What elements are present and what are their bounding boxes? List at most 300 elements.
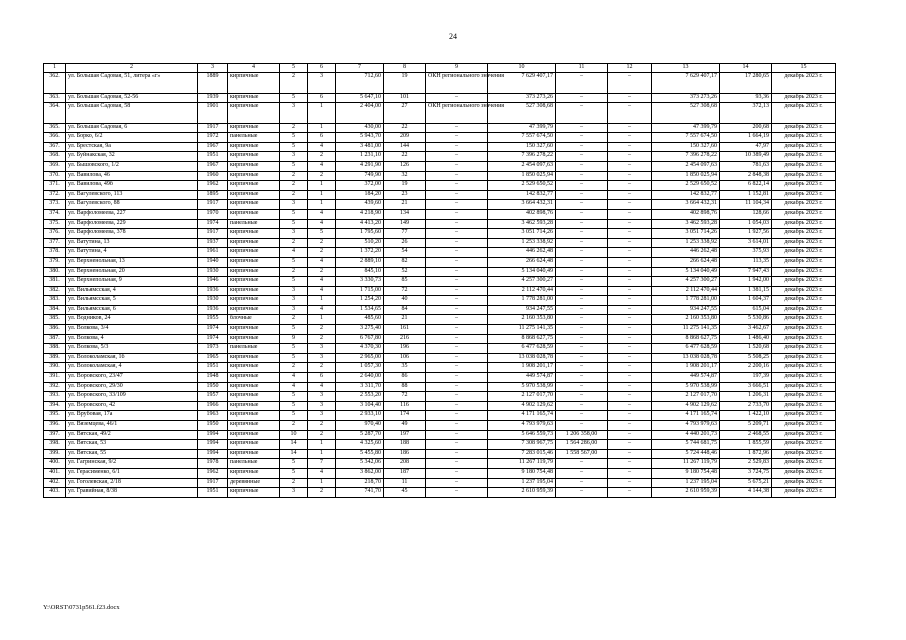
heritage-status-cell: –: [426, 430, 488, 440]
header-row: [44, 64, 836, 73]
cost-column-13-cell: 47 399,79: [652, 123, 720, 133]
year-built-cell: 1962: [198, 181, 228, 191]
table-row: [44, 161, 836, 171]
heritage-status-cell: –: [426, 382, 488, 392]
address-cell: ул. Буйнакская, 32: [66, 152, 198, 162]
cost-column-11-cell: –: [556, 190, 608, 200]
cost-column-12-cell: –: [608, 142, 652, 152]
floors-cell: 5: [280, 257, 308, 267]
row-number-cell: 390.: [44, 363, 66, 373]
cost-column-13-cell: 11 267 119,79: [652, 459, 720, 469]
year-built-cell: 1946: [198, 277, 228, 287]
floors-cell: 5: [280, 468, 308, 478]
address-cell: ул. Волоколамская, 4: [66, 363, 198, 373]
area-cell: 5 342,06: [336, 459, 384, 469]
address-cell: ул. Большая Садовая, 51, литера «г»: [66, 73, 198, 94]
year-built-cell: 1994: [198, 430, 228, 440]
area-cell: 3 481,00: [336, 142, 384, 152]
entrances-cell: 3: [308, 392, 336, 402]
cost-column-14-cell: 93,36: [720, 93, 772, 103]
cost-column-12-cell: –: [608, 449, 652, 459]
total-cost-cell: 373 273,26: [488, 93, 556, 103]
completion-date-cell: декабрь 2023 г.: [772, 161, 836, 171]
residents-cell: 32: [384, 171, 426, 181]
wall-material-cell: кирпичные: [228, 382, 280, 392]
cost-column-14-cell: 1 927,56: [720, 229, 772, 239]
year-built-cell: 1917: [198, 200, 228, 210]
cost-column-11-cell: –: [556, 401, 608, 411]
cost-column-12-cell: –: [608, 123, 652, 133]
cost-column-14-cell: 6 822,14: [720, 181, 772, 191]
floors-cell: 5: [280, 133, 308, 143]
completion-date-cell: декабрь 2023 г.: [772, 152, 836, 162]
year-built-cell: 1930: [198, 267, 228, 277]
area-cell: 5 943,70: [336, 133, 384, 143]
residents-cell: 144: [384, 142, 426, 152]
floors-cell: 2: [280, 73, 308, 94]
entrances-cell: 4: [308, 219, 336, 229]
address-cell: ул. Вятская, 55: [66, 449, 198, 459]
cost-column-12-cell: –: [608, 305, 652, 315]
cost-column-14-cell: 1 942,00: [720, 277, 772, 287]
cost-column-14-cell: 2 468,55: [720, 430, 772, 440]
year-built-cell: 1972: [198, 133, 228, 143]
page-number: 24: [449, 32, 457, 41]
address-cell: ул. Вильямсская, 6: [66, 305, 198, 315]
floors-cell: 3: [280, 103, 308, 124]
cost-column-13-cell: 5 744 681,75: [652, 440, 720, 450]
total-cost-cell: 47 399,79: [488, 123, 556, 133]
total-cost-cell: 1 778 281,00: [488, 296, 556, 306]
completion-date-cell: декабрь 2023 г.: [772, 344, 836, 354]
table-row: [44, 478, 836, 488]
cost-column-13-cell: 13 038 028,78: [652, 353, 720, 363]
completion-date-cell: декабрь 2023 г.: [772, 334, 836, 344]
area-cell: 845,10: [336, 267, 384, 277]
floors-cell: 2: [280, 267, 308, 277]
table-row: [44, 257, 836, 267]
cost-column-13-cell: 3 462 593,28: [652, 219, 720, 229]
area-cell: 2 889,10: [336, 257, 384, 267]
cost-column-12-cell: –: [608, 103, 652, 124]
year-built-cell: 1951: [198, 488, 228, 498]
cost-column-12-cell: –: [608, 257, 652, 267]
entrances-cell: 3: [308, 353, 336, 363]
heritage-status-cell: –: [426, 344, 488, 354]
entrances-cell: 4: [308, 382, 336, 392]
wall-material-cell: кирпичные: [228, 171, 280, 181]
heritage-status-cell: –: [426, 219, 488, 229]
row-number-cell: 365.: [44, 123, 66, 133]
cost-column-13-cell: 449 574,87: [652, 373, 720, 383]
heritage-status-cell: –: [426, 286, 488, 296]
address-cell: ул. Гоголевская, 2/18: [66, 478, 198, 488]
year-built-cell: 1966: [198, 401, 228, 411]
completion-date-cell: декабрь 2023 г.: [772, 411, 836, 421]
total-cost-cell: 5 970 538,99: [488, 382, 556, 392]
total-cost-cell: 5 646 559,73: [488, 430, 556, 440]
cost-column-11-cell: –: [556, 325, 608, 335]
completion-date-cell: декабрь 2023 г.: [772, 219, 836, 229]
cost-column-13-cell: 3 051 714,26: [652, 229, 720, 239]
total-cost-cell: 266 624,48: [488, 257, 556, 267]
heritage-status-cell: ОКН регионального значения: [426, 73, 488, 94]
cost-column-14-cell: 3 724,75: [720, 468, 772, 478]
table-row: [44, 353, 836, 363]
total-cost-cell: 150 327,60: [488, 142, 556, 152]
column-header: 13: [652, 64, 720, 73]
cost-column-14-cell: 615,04: [720, 305, 772, 315]
heritage-status-cell: –: [426, 209, 488, 219]
completion-date-cell: декабрь 2023 г.: [772, 181, 836, 191]
cost-column-11-cell: –: [556, 315, 608, 325]
wall-material-cell: кирпичные: [228, 325, 280, 335]
table-row: [44, 142, 836, 152]
cost-column-14-cell: 3 666,51: [720, 382, 772, 392]
entrances-cell: 4: [308, 286, 336, 296]
completion-date-cell: декабрь 2023 г.: [772, 430, 836, 440]
residents-cell: 149: [384, 219, 426, 229]
address-cell: ул. Воровского, 29/30: [66, 382, 198, 392]
cost-column-11-cell: –: [556, 171, 608, 181]
row-number-cell: 381.: [44, 277, 66, 287]
residents-cell: 86: [384, 373, 426, 383]
cost-column-14-cell: 2 733,70: [720, 401, 772, 411]
residents-cell: 161: [384, 325, 426, 335]
residents-cell: 19: [384, 73, 426, 94]
table-row: [44, 103, 836, 124]
year-built-cell: 1967: [198, 142, 228, 152]
cost-column-14-cell: 5 675,21: [720, 478, 772, 488]
total-cost-cell: 1 850 025,94: [488, 171, 556, 181]
year-built-cell: 1962: [198, 468, 228, 478]
heritage-status-cell: –: [426, 93, 488, 103]
floors-cell: 3: [280, 488, 308, 498]
table-row: [44, 190, 836, 200]
cost-column-11-cell: –: [556, 123, 608, 133]
total-cost-cell: 4 257 300,27: [488, 277, 556, 287]
address-cell: ул. Вильямсская, 5: [66, 296, 198, 306]
cost-column-13-cell: 4 902 129,62: [652, 401, 720, 411]
table-row: [44, 286, 836, 296]
entrances-cell: 3: [308, 401, 336, 411]
year-built-cell: 1973: [198, 344, 228, 354]
area-cell: 5 287,70: [336, 430, 384, 440]
column-header: 4: [228, 64, 280, 73]
cost-column-12-cell: –: [608, 152, 652, 162]
area-cell: 1 715,00: [336, 286, 384, 296]
area-cell: 2 553,20: [336, 392, 384, 402]
heritage-status-cell: –: [426, 315, 488, 325]
floors-cell: 2: [280, 123, 308, 133]
cost-column-13-cell: 7 629 407,17: [652, 73, 720, 94]
heritage-status-cell: –: [426, 305, 488, 315]
entrances-cell: 2: [308, 171, 336, 181]
cost-column-14-cell: 47,97: [720, 142, 772, 152]
wall-material-cell: кирпичные: [228, 73, 280, 94]
heritage-status-cell: –: [426, 123, 488, 133]
cost-column-13-cell: 4 257 300,27: [652, 277, 720, 287]
year-built-cell: 1895: [198, 190, 228, 200]
cost-column-12-cell: –: [608, 286, 652, 296]
floors-cell: 2: [280, 238, 308, 248]
area-cell: 184,20: [336, 190, 384, 200]
cost-column-12-cell: –: [608, 363, 652, 373]
cost-column-12-cell: –: [608, 248, 652, 258]
floors-cell: 2: [280, 421, 308, 431]
floors-cell: 5: [280, 392, 308, 402]
total-cost-cell: 3 664 432,31: [488, 200, 556, 210]
address-cell: ул. Верхненольная, 13: [66, 257, 198, 267]
total-cost-cell: 7 396 278,22: [488, 152, 556, 162]
address-cell: ул. Водников, 24: [66, 315, 198, 325]
table-row: [44, 468, 836, 478]
wall-material-cell: кирпичные: [228, 277, 280, 287]
year-built-cell: 1950: [198, 421, 228, 431]
area-cell: 1 231,10: [336, 152, 384, 162]
completion-date-cell: декабрь 2023 г.: [772, 373, 836, 383]
heritage-status-cell: –: [426, 190, 488, 200]
area-cell: 2 933,10: [336, 411, 384, 421]
table-row: [44, 373, 836, 383]
total-cost-cell: 402 898,76: [488, 209, 556, 219]
cost-column-13-cell: 4 440 201,73: [652, 430, 720, 440]
cost-column-11-cell: 1 558 567,00: [556, 449, 608, 459]
residents-cell: 134: [384, 209, 426, 219]
cost-column-12-cell: –: [608, 267, 652, 277]
floors-cell: 4: [280, 248, 308, 258]
floors-cell: 5: [280, 277, 308, 287]
column-header: 2: [66, 64, 198, 73]
area-cell: 712,60: [336, 73, 384, 94]
table-row: [44, 73, 836, 94]
cost-column-11-cell: –: [556, 478, 608, 488]
total-cost-cell: 2 610 959,39: [488, 488, 556, 498]
heritage-status-cell: –: [426, 171, 488, 181]
residents-cell: 85: [384, 277, 426, 287]
cost-column-11-cell: –: [556, 373, 608, 383]
area-cell: 749,90: [336, 171, 384, 181]
cost-column-12-cell: –: [608, 440, 652, 450]
row-number-cell: 368.: [44, 152, 66, 162]
entrances-cell: 3: [308, 344, 336, 354]
residents-cell: 40: [384, 296, 426, 306]
cost-column-13-cell: 1 850 025,94: [652, 171, 720, 181]
cost-column-12-cell: –: [608, 277, 652, 287]
floors-cell: 4: [280, 382, 308, 392]
table-row: [44, 267, 836, 277]
cost-column-14-cell: 372,13: [720, 103, 772, 124]
table-row: [44, 238, 836, 248]
wall-material-cell: кирпичные: [228, 353, 280, 363]
row-number-cell: 364.: [44, 103, 66, 124]
cost-column-14-cell: 375,93: [720, 248, 772, 258]
entrances-cell: 1: [308, 296, 336, 306]
housing-registry-table: [43, 63, 836, 498]
heritage-status-cell: –: [426, 248, 488, 258]
residents-cell: 19: [384, 181, 426, 191]
entrances-cell: 1: [308, 181, 336, 191]
entrances-cell: 4: [308, 209, 336, 219]
table-row: [44, 229, 836, 239]
row-number-cell: 362.: [44, 73, 66, 94]
row-number-cell: 384.: [44, 305, 66, 315]
year-built-cell: 1936: [198, 286, 228, 296]
residents-cell: 209: [384, 133, 426, 143]
total-cost-cell: 8 868 627,75: [488, 334, 556, 344]
completion-date-cell: декабрь 2023 г.: [772, 382, 836, 392]
residents-cell: 187: [384, 468, 426, 478]
wall-material-cell: кирпичные: [228, 238, 280, 248]
cost-column-14-cell: 1 486,40: [720, 334, 772, 344]
cost-column-11-cell: 1 206 358,00: [556, 430, 608, 440]
heritage-status-cell: –: [426, 161, 488, 171]
cost-column-11-cell: –: [556, 488, 608, 498]
table-row: [44, 411, 836, 421]
table-row: [44, 181, 836, 191]
completion-date-cell: декабрь 2023 г.: [772, 353, 836, 363]
table-row: [44, 334, 836, 344]
address-cell: ул. Бышовского, 1/2: [66, 161, 198, 171]
cost-column-14-cell: 1 054,03: [720, 219, 772, 229]
cost-column-13-cell: 2 160 353,80: [652, 315, 720, 325]
wall-material-cell: кирпичные: [228, 93, 280, 103]
table-row: [44, 171, 836, 181]
heritage-status-cell: –: [426, 459, 488, 469]
cost-column-13-cell: 373 273,26: [652, 93, 720, 103]
area-cell: 3 311,70: [336, 382, 384, 392]
table-row: [44, 382, 836, 392]
residents-cell: 27: [384, 103, 426, 124]
table-body: [44, 73, 836, 498]
year-built-cell: 1961: [198, 248, 228, 258]
cost-column-11-cell: –: [556, 286, 608, 296]
cost-column-11-cell: –: [556, 344, 608, 354]
floors-cell: 3: [280, 286, 308, 296]
floors-cell: 2: [280, 181, 308, 191]
row-number-cell: 392.: [44, 382, 66, 392]
completion-date-cell: декабрь 2023 г.: [772, 459, 836, 469]
row-number-cell: 373.: [44, 200, 66, 210]
address-cell: ул. Воровского, 33/109: [66, 392, 198, 402]
entrances-cell: 1: [308, 478, 336, 488]
cost-column-11-cell: –: [556, 305, 608, 315]
row-number-cell: 370.: [44, 171, 66, 181]
wall-material-cell: кирпичные: [228, 161, 280, 171]
area-cell: 4 218,90: [336, 209, 384, 219]
cost-column-13-cell: 3 664 432,31: [652, 200, 720, 210]
total-cost-cell: 2 454 097,63: [488, 161, 556, 171]
wall-material-cell: кирпичные: [228, 123, 280, 133]
entrances-cell: 4: [308, 257, 336, 267]
cost-column-13-cell: 5 970 538,99: [652, 382, 720, 392]
residents-cell: 54: [384, 248, 426, 258]
column-header: 10: [488, 64, 556, 73]
address-cell: ул. Борко, 6/2: [66, 133, 198, 143]
floors-cell: 3: [280, 296, 308, 306]
cost-column-11-cell: –: [556, 73, 608, 94]
row-number-cell: 391.: [44, 373, 66, 383]
row-number-cell: 374.: [44, 209, 66, 219]
year-built-cell: 1917: [198, 478, 228, 488]
cost-column-13-cell: 7 396 278,22: [652, 152, 720, 162]
floors-cell: 2: [280, 315, 308, 325]
cost-column-14-cell: 200,68: [720, 123, 772, 133]
cost-column-12-cell: –: [608, 430, 652, 440]
cost-column-13-cell: 8 868 627,75: [652, 334, 720, 344]
column-header: 1: [44, 64, 66, 73]
year-built-cell: 1974: [198, 219, 228, 229]
area-cell: 970,40: [336, 421, 384, 431]
residents-cell: 106: [384, 353, 426, 363]
entrances-cell: 2: [308, 363, 336, 373]
residents-cell: 197: [384, 430, 426, 440]
cost-column-11-cell: –: [556, 142, 608, 152]
cost-column-11-cell: –: [556, 161, 608, 171]
completion-date-cell: декабрь 2023 г.: [772, 277, 836, 287]
table-row: [44, 430, 836, 440]
residents-cell: 72: [384, 392, 426, 402]
area-cell: 4 413,20: [336, 219, 384, 229]
entrances-cell: 1: [308, 123, 336, 133]
table-row: [44, 315, 836, 325]
floors-cell: 5: [280, 411, 308, 421]
cost-column-11-cell: –: [556, 363, 608, 373]
cost-column-14-cell: 3 462,67: [720, 325, 772, 335]
residents-cell: 82: [384, 257, 426, 267]
completion-date-cell: декабрь 2023 г.: [772, 142, 836, 152]
completion-date-cell: декабрь 2023 г.: [772, 93, 836, 103]
heritage-status-cell: –: [426, 411, 488, 421]
cost-column-12-cell: –: [608, 296, 652, 306]
cost-column-11-cell: 1 564 286,00: [556, 440, 608, 450]
table-row: [44, 401, 836, 411]
heritage-status-cell: –: [426, 421, 488, 431]
cost-column-13-cell: 2 529 650,52: [652, 181, 720, 191]
total-cost-cell: 446 262,48: [488, 248, 556, 258]
entrances-cell: 4: [308, 161, 336, 171]
area-cell: 4 370,30: [336, 344, 384, 354]
cost-column-12-cell: –: [608, 161, 652, 171]
floors-cell: 5: [280, 459, 308, 469]
cost-column-12-cell: –: [608, 353, 652, 363]
completion-date-cell: декабрь 2023 г.: [772, 267, 836, 277]
row-number-cell: 382.: [44, 286, 66, 296]
floors-cell: 5: [280, 219, 308, 229]
heritage-status-cell: –: [426, 478, 488, 488]
total-cost-cell: 4 171 165,74: [488, 411, 556, 421]
cost-column-11-cell: –: [556, 296, 608, 306]
heritage-status-cell: –: [426, 488, 488, 498]
table-row: [44, 219, 836, 229]
cost-column-12-cell: –: [608, 171, 652, 181]
entrances-cell: 4: [308, 142, 336, 152]
row-number-cell: 383.: [44, 296, 66, 306]
column-header: 3: [198, 64, 228, 73]
table-row: [44, 123, 836, 133]
floors-cell: 5: [280, 161, 308, 171]
wall-material-cell: панельные: [228, 459, 280, 469]
year-built-cell: 1940: [198, 257, 228, 267]
total-cost-cell: 7 629 407,17: [488, 73, 556, 94]
area-cell: 510,20: [336, 238, 384, 248]
residents-cell: 22: [384, 123, 426, 133]
row-number-cell: 397.: [44, 430, 66, 440]
address-cell: ул. Брестская, 9а: [66, 142, 198, 152]
row-number-cell: 372.: [44, 190, 66, 200]
cost-column-13-cell: 4 171 165,74: [652, 411, 720, 421]
completion-date-cell: декабрь 2023 г.: [772, 401, 836, 411]
